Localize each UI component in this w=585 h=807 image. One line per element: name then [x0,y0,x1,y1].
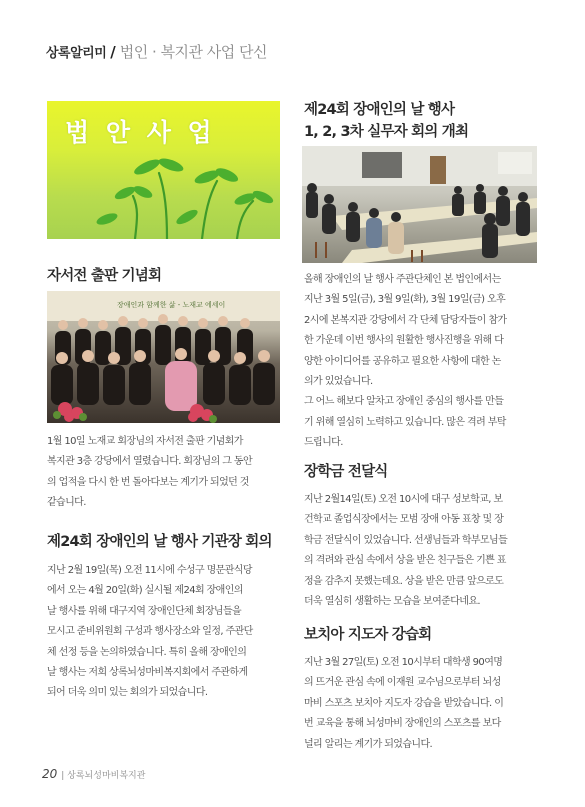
publication-name: | 상록뇌성마비복지관 [61,771,146,781]
text-line: 에서 오는 4월 20일(화) 실시될 제24회 장애인의 [47,585,243,597]
text-line: 의 격려와 관심 속에서 상을 받은 친구들은 기쁜 표 [304,555,506,567]
text-line: 지난 3월 5일(금), 3월 9일(화), 3월 19일(금) 오후 [304,294,506,306]
header-slash: / [110,43,116,61]
text-line: 널리 알리는 계기가 되었습니다. [304,738,433,750]
text-line: 2시에 본복지관 강당에서 각 단체 담당자들이 참가 [304,314,507,326]
heading-boccia: 보치아 지도자 강습회 [304,627,432,643]
meeting-room-illustration [302,146,537,263]
heading-working-meeting [304,99,468,143]
text-line: 복지관 3층 강당에서 열렸습니다. 회장님의 그 동안 [47,456,253,468]
text-line: 되어 더욱 의미 있는 회의가 되었습니다. [47,687,208,699]
sprouts-illustration [47,101,280,239]
text-line: 더욱 열심히 생활하는 모습을 보여준다네요. [304,596,480,608]
heading-autobiography: 자서전 출판 기념회 [47,268,162,284]
text-line: 모시고 준비위원회 구성과 행사장소와 일정, 주관단 [47,626,253,638]
text-line: 날 행사는 저희 상록뇌성마비복지회에서 주관하게 [47,667,248,679]
banner-text: 법 안 사 업 [65,118,216,147]
text-line: 기 위해 열심히 노력하고 있습니다. 많은 격려 부탁 [304,416,506,428]
section-label: 상록알리미 [46,46,107,61]
body-scholarship [304,490,544,612]
body-boccia [304,653,544,755]
heading-line: 제24회 장애인의 날 행사 [304,102,455,118]
text-line: 의가 있었습니다. [304,376,373,388]
text-line: 지난 3월 27일(토) 오전 10시부터 대학생 90여명 [304,657,503,668]
text-line: 그 어느 해보다 알차고 장애인 중심의 행사를 만들 [304,396,504,408]
text-line: 한 가운데 이번 행사의 원활한 행사진행을 위해 다 [304,335,504,347]
text-line: 번 교육을 통해 뇌성마비 장애인의 스포츠를 보다 [304,718,501,730]
page-header [46,41,267,62]
heading-leaders-meeting: 제24회 장애인의 날 행사 기관장 회의 [47,534,272,550]
header-title: 법인 · 복지관 사업 단신 [119,43,268,61]
page-footer [42,767,145,781]
heading-scholarship: 장학금 전달식 [304,464,388,480]
text-line: 건학교 졸업식장에서는 모범 장애 아동 표창 및 장 [304,514,504,526]
text-line: 지난 2월 19일(목) 오전 11시에 수성구 명문관식당 [47,565,252,576]
photo-autobiography-group [47,291,280,423]
banner-image [47,101,280,239]
text-line: 날 행사를 위해 대구지역 장애인단체 회장님들을 [47,605,242,617]
text-line: 같습니다. [47,497,86,509]
text-line: 드립니다. [304,437,343,449]
text-line: 마비 스포츠 보치아 지도자 강습을 받았습니다. 이 [304,697,504,709]
text-line: 체 선정 등을 논의하였습니다. 특히 올해 장애인의 [47,646,247,658]
text-line: 의 업적을 다시 한 번 돌아다보는 계기가 되었던 것 [47,476,249,488]
photo-caption: 장애인과 함께한 삶 - 노재교 에세이 [117,301,226,309]
text-line: 지난 2월14일(토) 오전 10시에 대구 성보학교, 보 [304,494,503,505]
photo-working-meeting [302,146,537,263]
heading-line: 1, 2, 3차 실무자 회의 개최 [304,124,469,140]
text-line: 양한 아이디어를 공유하고 필요한 사항에 대한 논 [304,355,501,367]
text-line: 1월 10일 노재교 회장님의 자서전 출판 기념회가 [47,436,243,447]
group-people-illustration [47,291,280,423]
body-autobiography [47,432,285,514]
page-number: 20 [42,767,58,781]
text-line: 학금 전달식이 있었습니다. 선생님들과 학부모님들 [304,534,508,546]
text-line: 의 뜨거운 관심 속에 이재원 교수님으로부터 뇌성 [304,677,501,689]
text-line: 올해 장애인의 날 행사 주관단체인 본 법인에서는 [304,274,501,285]
body-working-meeting [304,270,544,454]
body-leaders-meeting [47,561,285,704]
text-line: 정을 감추지 못했는데요. 상을 받은 만큼 앞으로도 [304,575,504,587]
